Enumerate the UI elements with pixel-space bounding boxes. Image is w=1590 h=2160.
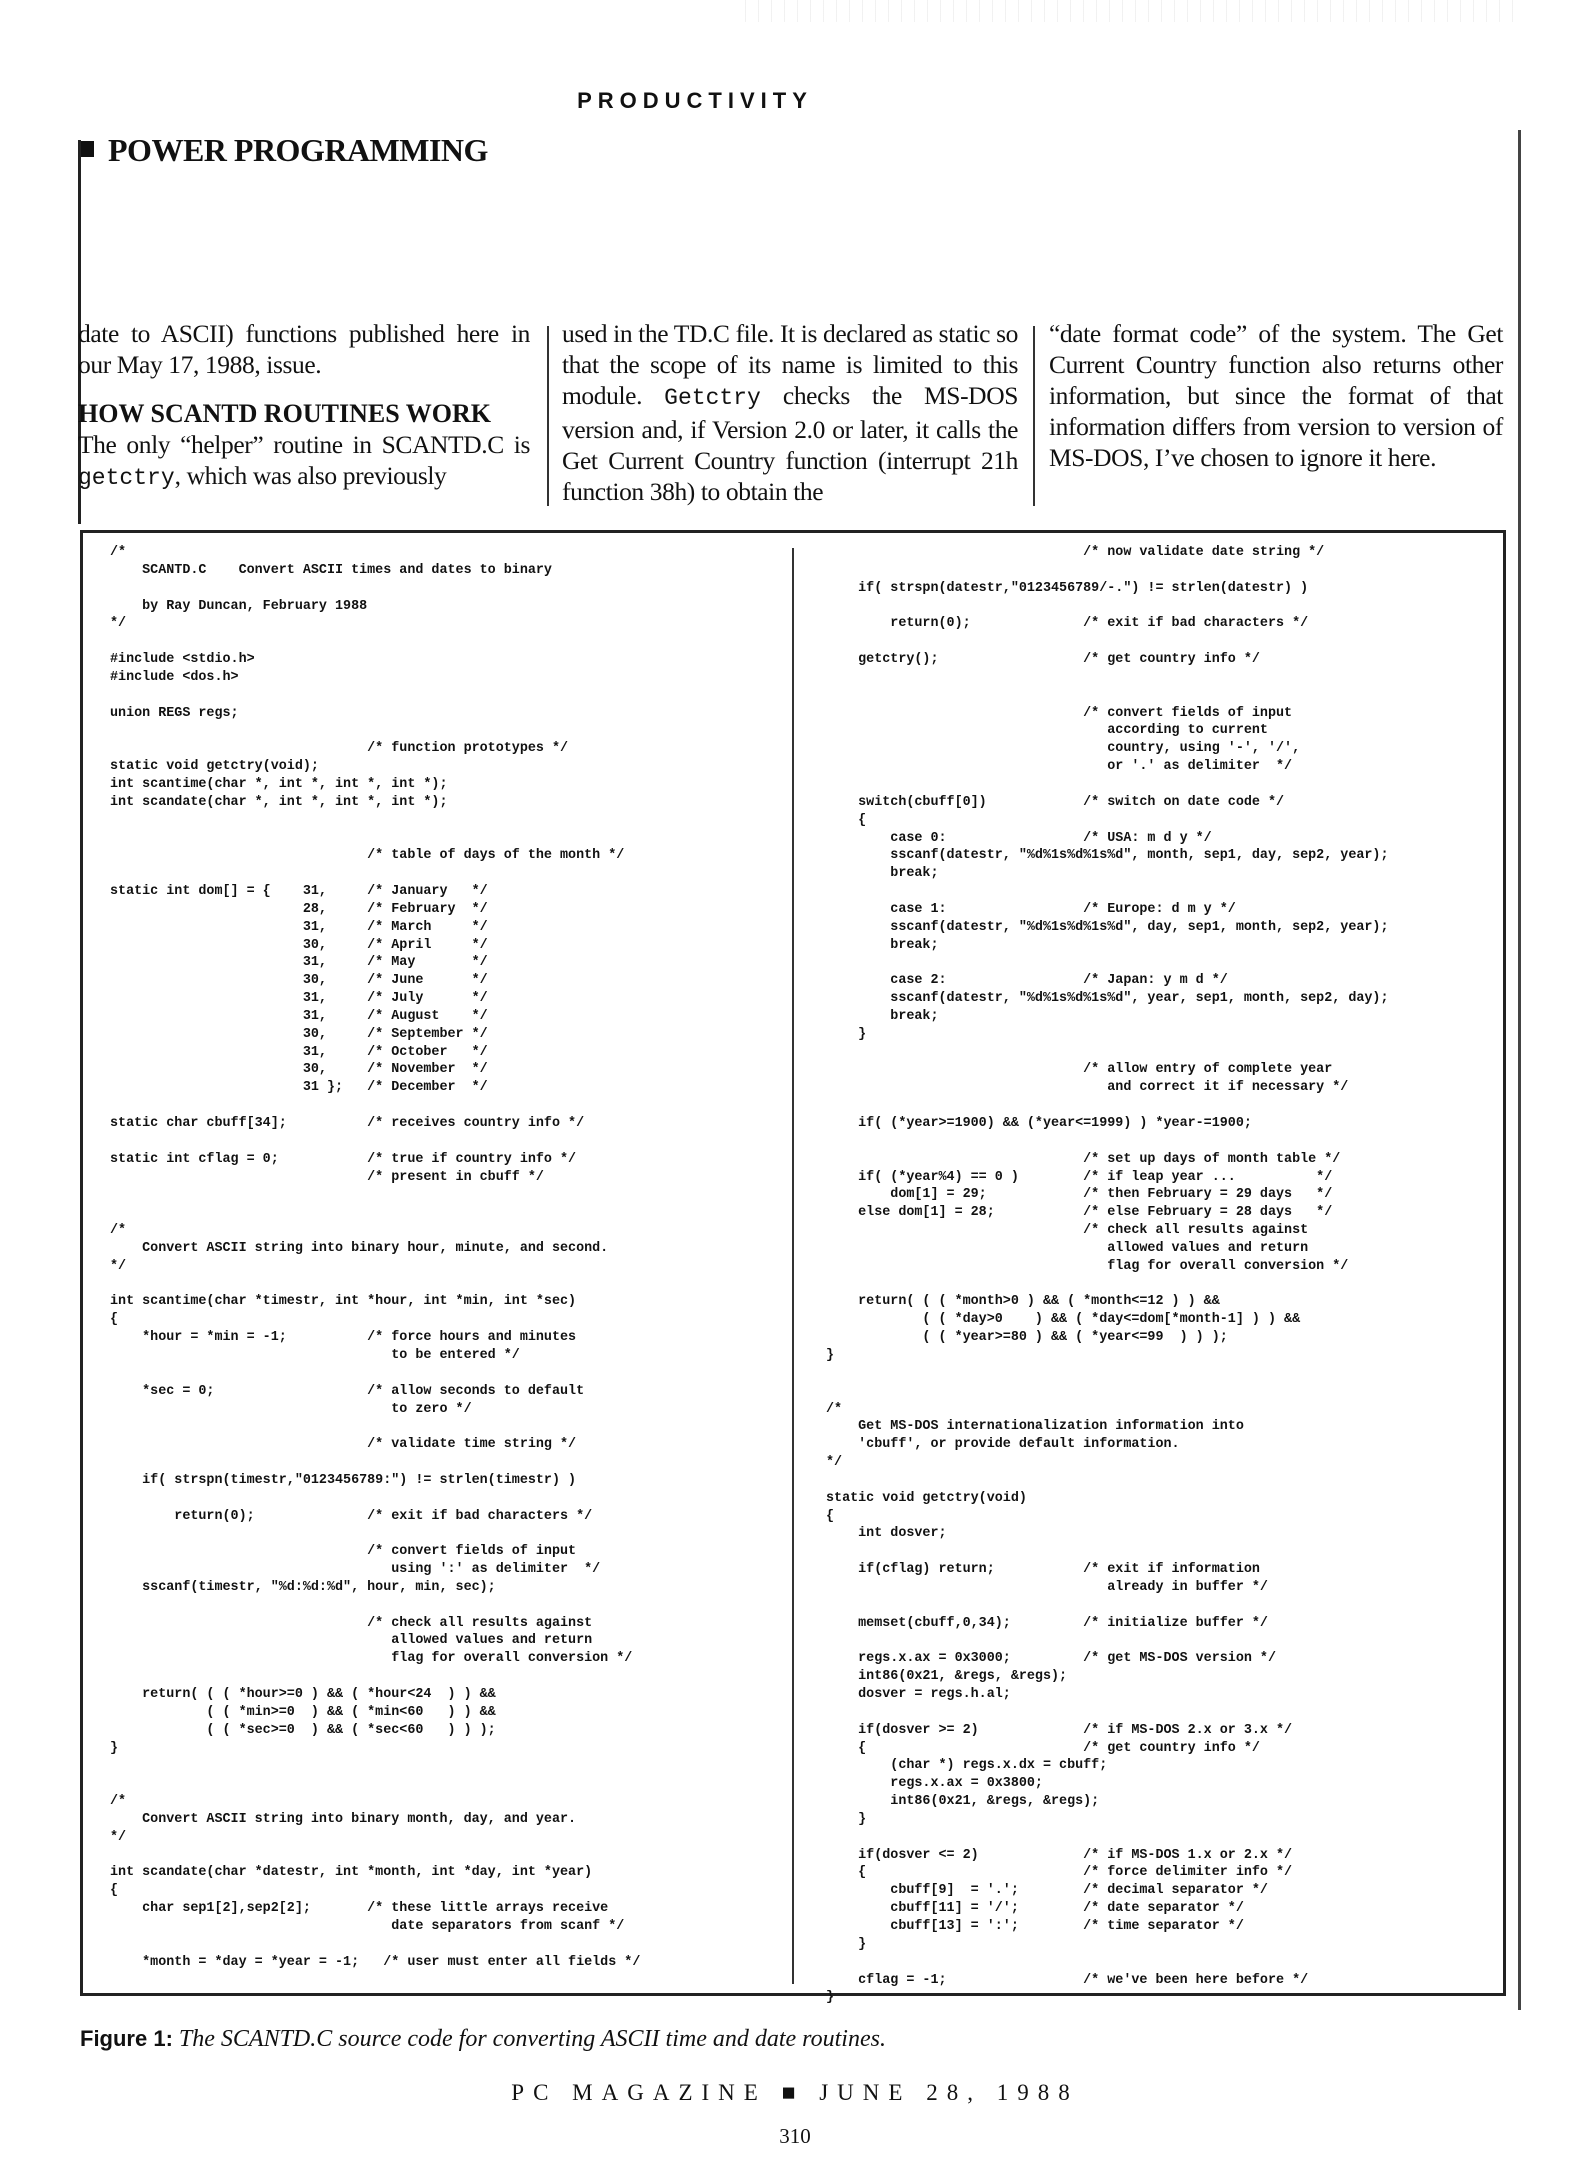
article-column-1 bbox=[78, 318, 530, 494]
caption-text: The SCANTD.C source code for converting ASCII time and date routines. bbox=[172, 2026, 886, 2052]
article-column-2 bbox=[562, 318, 1018, 507]
column-1-continuation: The only “helper” routine in SCANTD.C is bbox=[78, 430, 530, 459]
inline-code-getctry-cap: Getctry bbox=[664, 385, 761, 411]
column-divider bbox=[547, 326, 549, 506]
scan-noise bbox=[740, 0, 1520, 22]
figure-caption bbox=[80, 2026, 886, 2053]
column-1-text: date to ASCII) functions published here in our May 17, 1988, issue. bbox=[78, 319, 530, 379]
section-label: PRODUCTIVITY bbox=[577, 88, 813, 113]
subheading: HOW SCANTD ROUTINES WORK bbox=[78, 399, 491, 428]
article-column-3 bbox=[1049, 318, 1503, 473]
department-title: POWER PROGRAMMING bbox=[108, 132, 488, 168]
inline-code-getctry: getctry bbox=[78, 465, 175, 491]
page-number: 310 bbox=[779, 2124, 811, 2148]
magazine-footer: PC MAGAZINE ■ JUNE 28, 1988 bbox=[511, 2080, 1079, 2105]
code-listing-right: /* now validate date string */ if( strspn(datestr,"0123456789/-.") != strlen(datestr) ) return(0); /* exit if bad characters */ getctry(); /* get country info */ /* convert fields of input according to current country, using '-', '/', or '.' as delimiter */ switch(cbuff[0]) /* switch on date code */ { case 0: /* USA: m d y */ sscanf(datestr, "%d%1s%d%1s%d", month, sep1, day, sep2, year); break; case 1: /* Europe: d m y */ sscanf(datestr, "%d%1s%d%1s%d", day, sep1, month, sep2, year); break; case 2: /* Japan: y m d */ sscanf(datestr, "%d%1s%d%1s%d", year, sep1, month, sep2, day); break; } /* allow entry of complete year and correct it if necessary */ if( (*year>=1900) && (*year<=1999) ) *year-=1900; /* set up days of month table */ if( (*year%4) == 0 ) /* if leap year ... */ dom[1] = 29; /* then February = 29 days */ else dom[1] = 28; /* else February = 28 days */ /* check all results against allowed values and return flag for overall conversion */ return( ( ( *month>0 ) && ( *month<=12 ) ) && ( ( *day>0 ) && ( *day<=dom[*month-1] ) ) && ( ( *year>=80 ) && ( *year<=99 ) ) ); } /* Get MS-DOS internationalization information into 'cbuff', or provide default information. */ static void getctry(void) { int dosver; if(cflag) return; /* exit if information already in buffer */ memset(cbuff,0,34); /* initialize buffer */ regs.x.ax = 0x3000; /* get MS-DOS version */ int86(0x21, &regs, &regs); dosver = regs.h.al; if(dosver >= 2) /* if MS-DOS 2.x or 3.x */ { /* get country info */ (char *) regs.x.dx = cbuff; regs.x.ax = 0x3800; int86(0x21, &regs, &regs); } if(dosver <= 2) /* if MS-DOS 1.x or 2.x */ { /* force delimiter info */ cbuff[9] = '.'; /* decimal separator */ cbuff[11] = '/'; /* date separator */ cbuff[13] = ':'; /* time separator */ } cflag = -1; /* we've been here before */ } bbox=[826, 545, 1389, 2006]
code-listing-left: /* SCANTD.C Convert ASCII times and dates to binary by Ray Duncan, February 1988 */ #include <stdio.h> #include <dos.h> union REGS regs; /* function prototypes */ static void getctry(void); int scantime(char *, int *, int *, int *); int scandate(char *, int *, int *, int *); /* table of days of the month */ static int dom[] = { 31, /* January */ 28, /* February */ 31, /* March */ 30, /* April */ 31, /* May */ 30, /* June */ 31, /* July */ 31, /* August */ 30, /* September */ 31, /* October */ 30, /* November */ 31 }; /* December */ static char cbuff[34]; /* receives country info */ static int cflag = 0; /* true if country info */ /* present in cbuff */ /* Convert ASCII string into binary hour, minute, and second. */ int scantime(char *timestr, int *hour, int *min, int *sec) { *hour = *min = -1; /* force hours and minutes to be entered */ *sec = 0; /* allow seconds to default to zero */ /* validate time string */ if( strspn(timestr,"0123456789:") != strlen(timestr) ) return(0); /* exit if bad characters */ /* convert fields of input using ':' as delimiter */ sscanf(timestr, "%d:%d:%d", hour, min, sec); /* check all results against allowed values and return flag for overall conversion */ return( ( ( *hour>=0 ) && ( *hour<24 ) ) && ( ( *min>=0 ) && ( *min<60 ) ) && ( ( *sec>=0 ) && ( *sec<60 ) ) ); } /* Convert ASCII string into binary month, day, and year. */ int scandate(char *datestr, int *month, int *day, int *year) { char sep1[2],sep2[2]; /* these little arrays receive date separators from scanf */ *month = *day = *year = -1; /* user must enter all fields */ bbox=[110, 545, 641, 1970]
column-divider bbox=[1033, 326, 1035, 506]
caption-label: Figure 1: bbox=[80, 2026, 173, 2051]
column-2-text: used in the TD.C file. It is declared as static so that the scope of its name is limited to this module. bbox=[562, 319, 1018, 410]
column-2-end: checks the MS-DOS version and, if Version 2.0 or later, it calls the Get Current Country function (interrupt 21h function 38h) to obtain the bbox=[562, 381, 1018, 506]
department-heading bbox=[78, 132, 488, 169]
page-edge-rule bbox=[1518, 130, 1521, 2010]
column-3-text: “date format code” of the system. The Get Current Country function also returns other information, but since the format of that information differs from version to version of MS-DOS, I’ve chosen to ignore it here. bbox=[1049, 319, 1503, 472]
figure-column-divider bbox=[792, 548, 794, 1984]
column-1-end: , which was also previously bbox=[174, 461, 447, 490]
